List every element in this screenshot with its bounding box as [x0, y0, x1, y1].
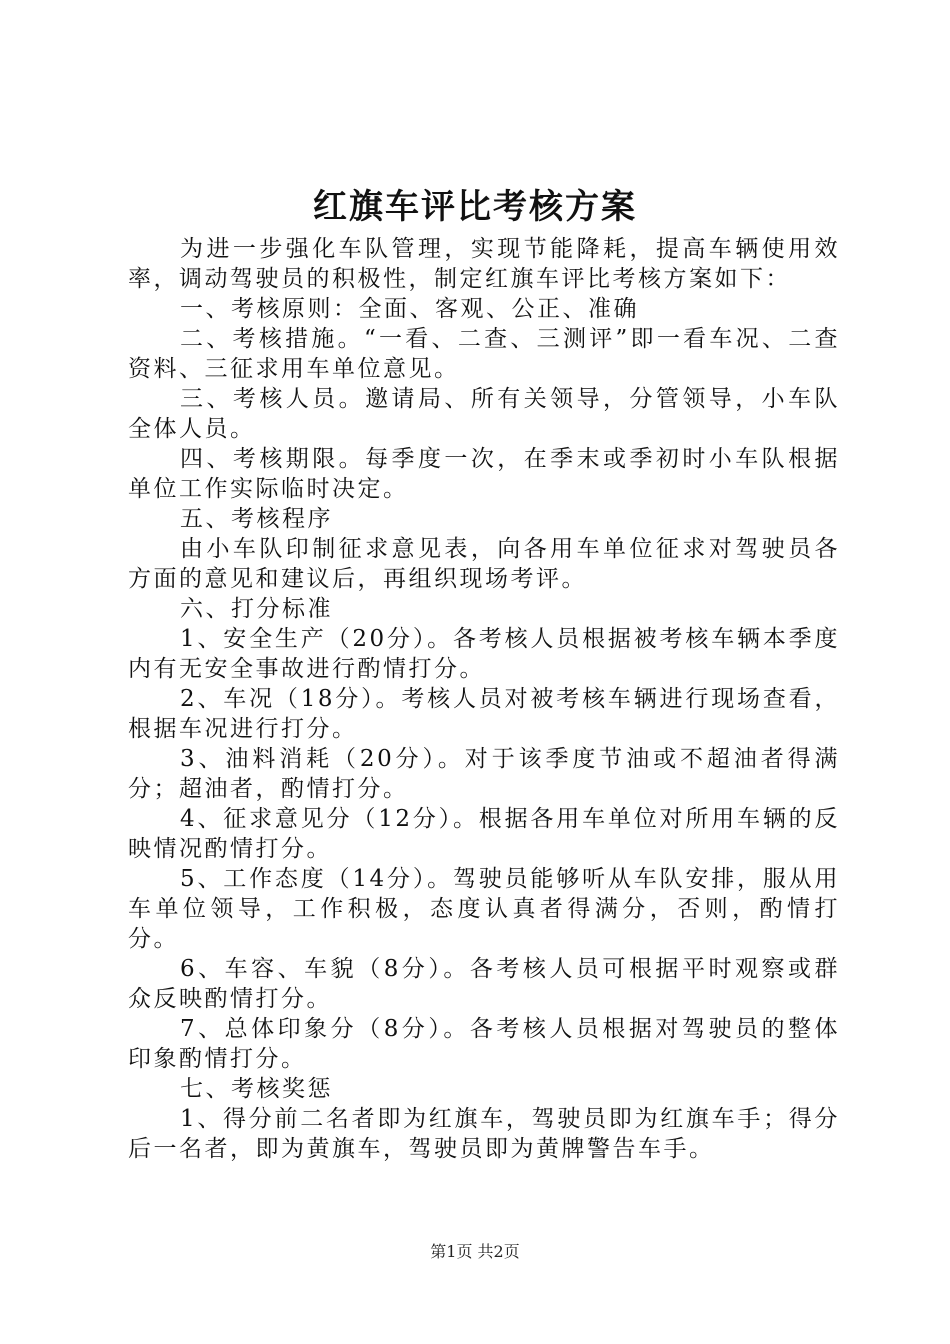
section-measures: 二、考核措施。“一看、二查、三测评”即一看车况、二查资料、三征求用车单位意见。 [128, 326, 840, 382]
document-body [128, 234, 840, 1164]
page-number-footer: 第1页 共2页 [430, 1242, 520, 1261]
section-principles: 一、考核原则：全面、客观、公正、准确 [180, 296, 639, 322]
scoring-item-feedback: 4、征求意见分（12分）。根据各用车单位对所用车辆的反映情况酌情打分。 [128, 806, 840, 862]
section-personnel: 三、考核人员。邀请局、所有关领导，分管领导，小车队全体人员。 [128, 386, 840, 442]
scoring-item-impression: 7、总体印象分（8分）。各考核人员根据对驾驶员的整体印象酌情打分。 [128, 1016, 840, 1072]
scoring-item-fuel: 3、油料消耗（20分）。对于该季度节油或不超油者得满分；超油者，酌情打分。 [128, 746, 840, 802]
section-scoring-heading: 六、打分标准 [180, 596, 333, 622]
section-procedure-heading: 五、考核程序 [180, 506, 333, 532]
scoring-item-safety: 1、安全生产（20分）。各考核人员根据被考核车辆本季度内有无安全事故进行酌情打分。 [128, 626, 840, 682]
section-procedure-text: 由小车队印制征求意见表，向各用车单位征求对驾驶员各方面的意见和建议后，再组织现场考评。 [128, 536, 840, 592]
section-rewards-heading: 七、考核奖惩 [180, 1076, 333, 1102]
scoring-item-attitude: 5、工作态度（14分）。驾驶员能够听从车队安排，服从用车单位领导，工作积极，态度认真者得满分，否则，酌情打分。 [128, 866, 840, 952]
intro-paragraph: 为进一步强化车队管理，实现节能降耗，提高车辆使用效率，调动驾驶员的积极性，制定红旗车评比考核方案如下： [128, 236, 840, 292]
scoring-item-appearance: 6、车容、车貌（8分）。各考核人员可根据平时观察或群众反映酌情打分。 [128, 956, 840, 1012]
section-period: 四、考核期限。每季度一次，在季末或季初时小车队根据单位工作实际临时决定。 [128, 446, 840, 502]
scoring-item-condition: 2、车况（18分）。考核人员对被考核车辆进行现场查看，根据车况进行打分。 [128, 686, 840, 742]
document-title: 红旗车评比考核方案 [313, 187, 637, 227]
rewards-item-1: 1、得分前二名者即为红旗车，驾驶员即为红旗车手；得分后一名者，即为黄旗车，驾驶员即为黄牌警告车手。 [128, 1106, 840, 1162]
